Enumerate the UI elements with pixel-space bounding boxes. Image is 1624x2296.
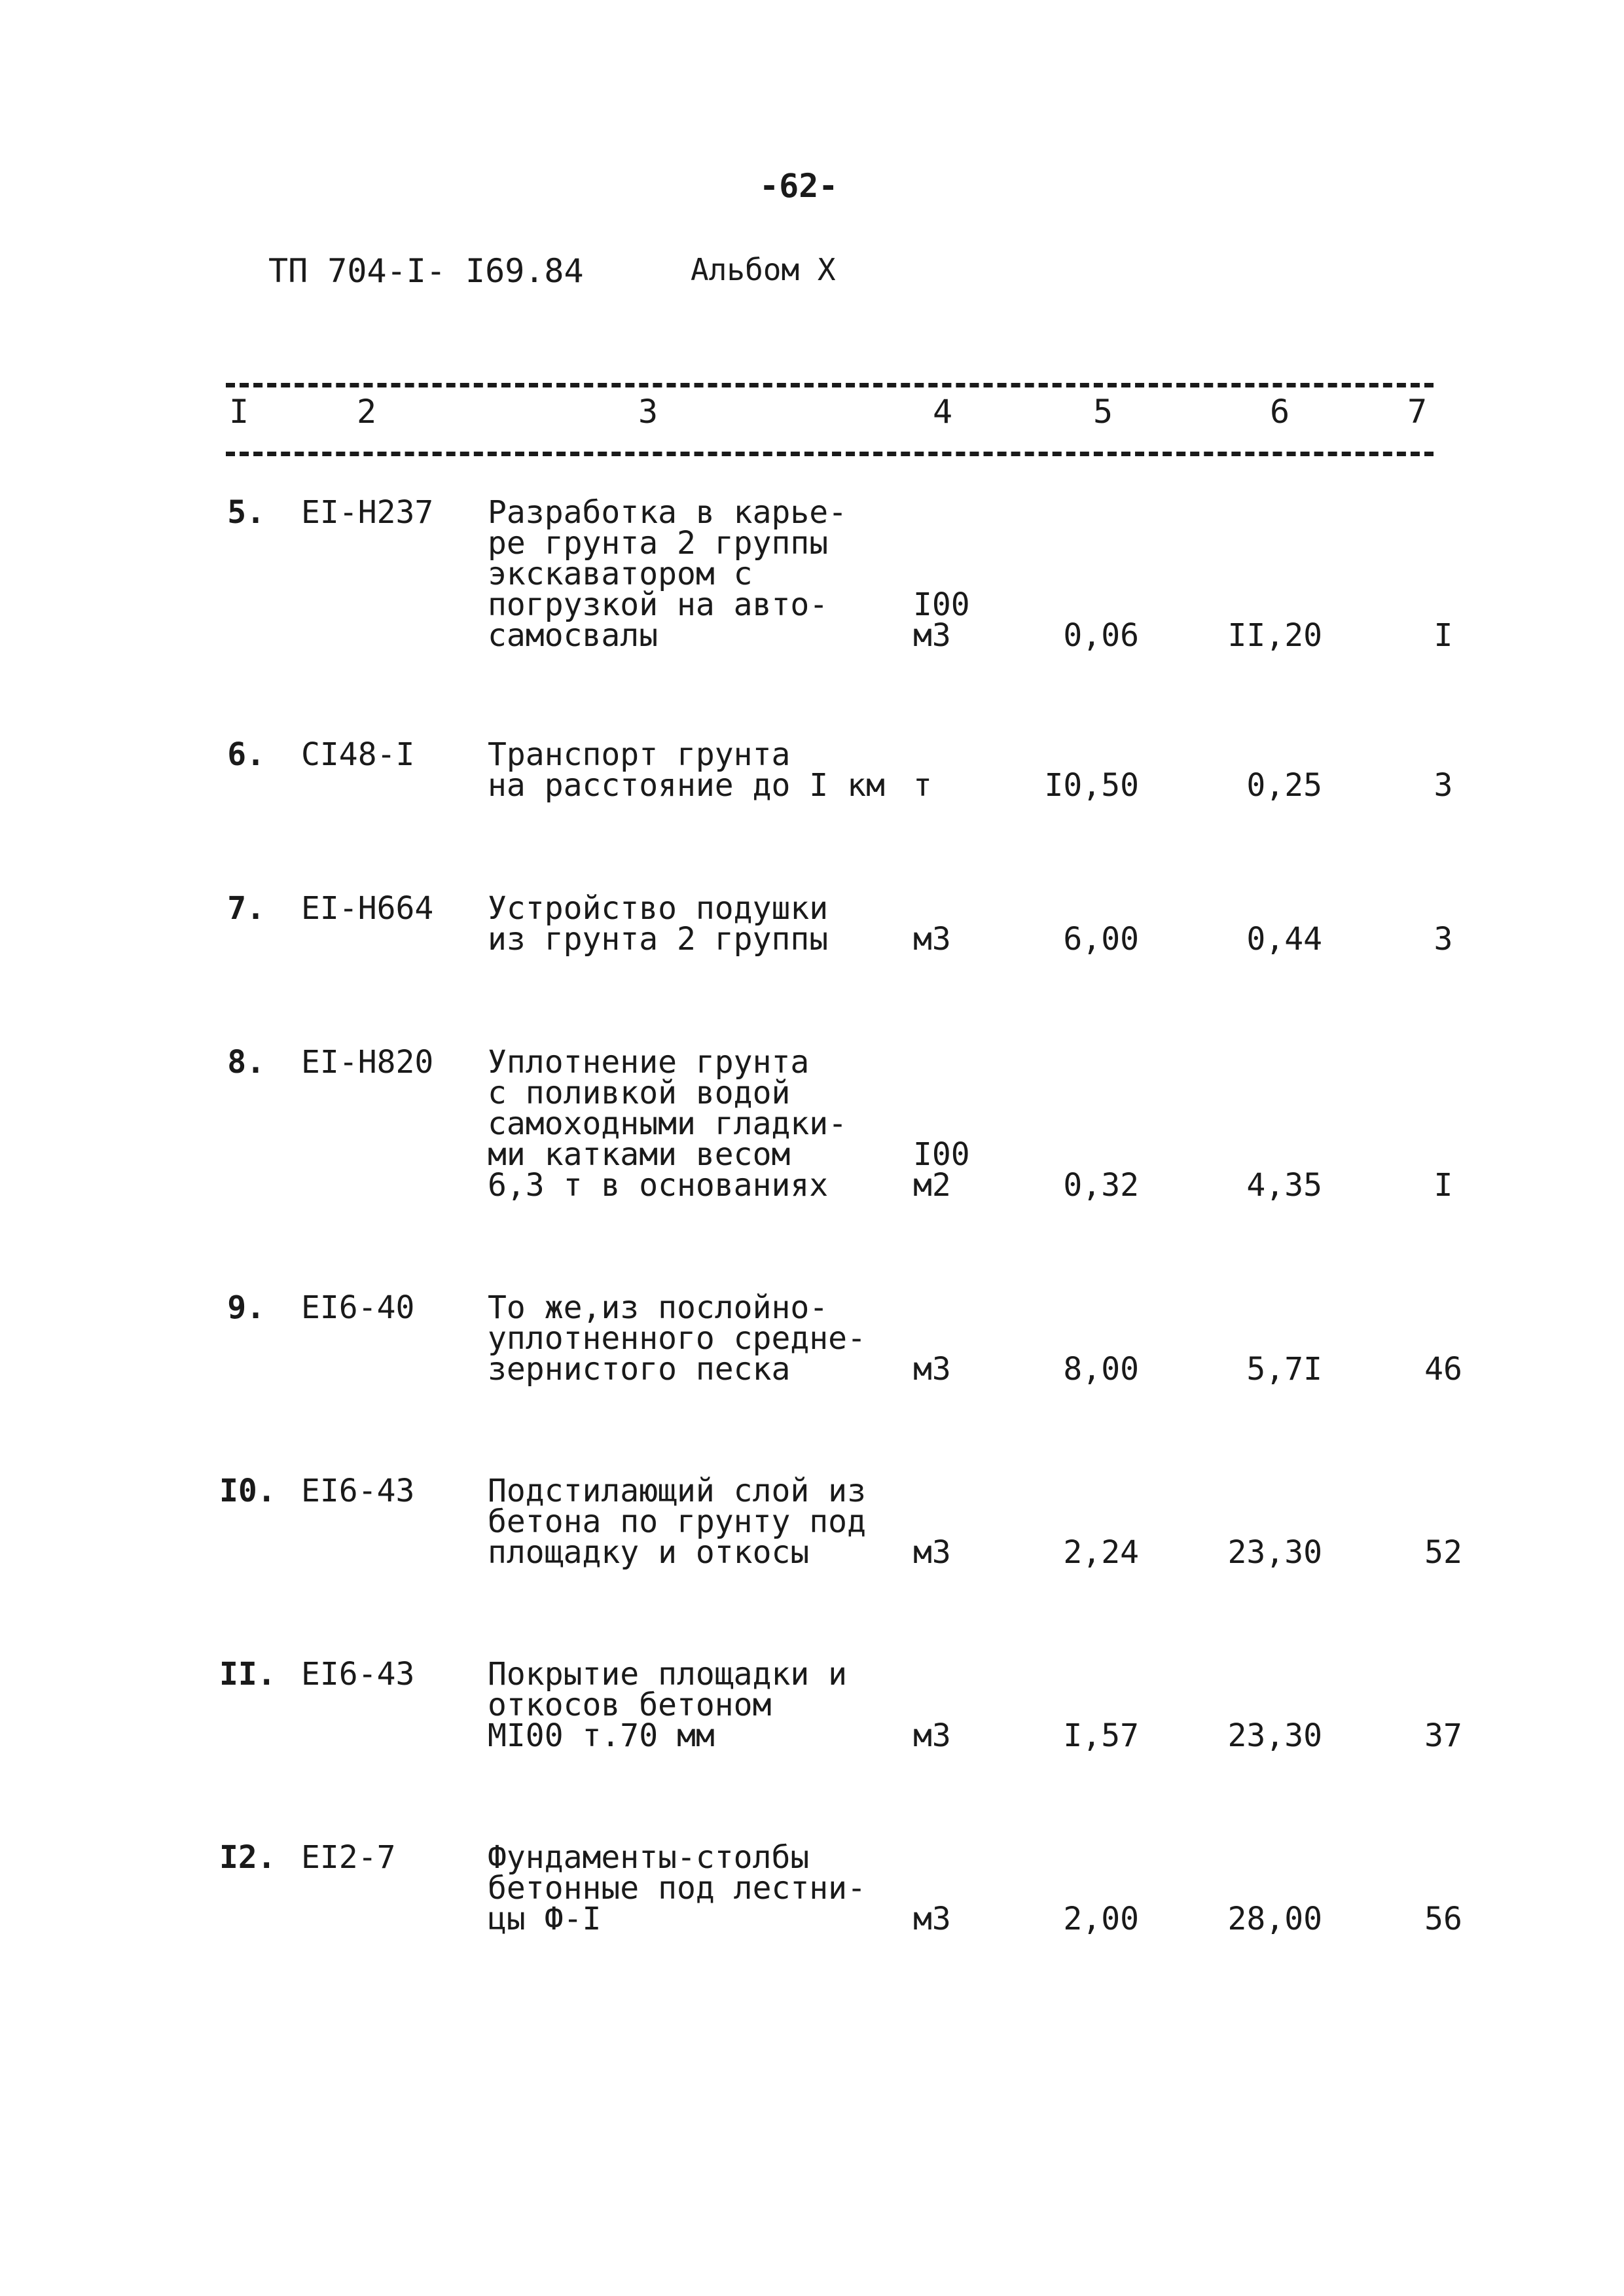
rate-code: CI48-I [301,736,415,773]
column-header-2: 2 [357,393,377,431]
rate-code: EI2-7 [301,1839,396,1876]
unit-price: II,20 [1227,617,1322,654]
column-header-5: 5 [1093,393,1113,431]
work-description: Покрытие площадки и откосов бетоном МI00 т.70 мм [488,1656,848,1754]
row-number: II. [219,1656,276,1693]
quantity: 2,24 [1063,1534,1139,1571]
rate-code: EI6-43 [301,1473,415,1509]
quantity: 0,32 [1063,1167,1139,1204]
unit-price: 0,25 [1246,767,1322,804]
table-header-rule [226,452,1434,456]
unit: т [913,767,932,804]
unit: м3 [913,921,951,958]
total-cost: 52 [1424,1534,1462,1571]
column-header-1: I [229,393,249,431]
row-number: 5. [227,494,265,531]
rate-code: EI-H820 [301,1044,434,1081]
album-label: Альбом X [691,252,836,287]
total-cost: 37 [1424,1717,1462,1754]
unit: м3 [913,1534,951,1571]
row-number: 6. [227,736,265,773]
work-description: То же,из послойно- уплотненного средне- зернистого песка [488,1289,866,1388]
page-number: -62- [759,167,839,205]
unit-price: 23,30 [1227,1717,1322,1754]
work-description: Транспорт грунта на расстояние до I км [488,736,885,804]
work-description: Устройство подушки из грунта 2 группы [488,890,829,958]
column-header-4: 4 [933,393,953,431]
total-cost: I [1434,617,1453,654]
unit: м3 [913,1717,951,1754]
row-number: 9. [227,1289,265,1326]
unit: I00 м3 [913,586,970,654]
row-number: I2. [219,1839,276,1876]
quantity: I,57 [1063,1717,1139,1754]
total-cost: 3 [1434,921,1453,958]
quantity: 6,00 [1063,921,1139,958]
column-header-6: 6 [1270,393,1290,431]
unit-price: 28,00 [1227,1901,1322,1937]
quantity: 2,00 [1063,1901,1139,1937]
work-description: Уплотнение грунта с поливкой водой самоходными гладки- ми катками весом 6,3 т в основаниях [488,1044,848,1204]
column-header-7: 7 [1407,393,1428,431]
work-description: Фундаменты-столбы бетонные под лестни- цы Ф-I [488,1839,866,1937]
quantity: I0,50 [1044,767,1139,804]
total-cost: I [1434,1167,1453,1204]
document-code: ТП 704-I- I69.84 [268,252,584,290]
unit-price: 4,35 [1246,1167,1322,1204]
rate-code: EI6-43 [301,1656,415,1693]
unit: м3 [913,1901,951,1937]
rate-code: EI6-40 [301,1289,415,1326]
work-description: Подстилающий слой из бетона по грунту под площадку и откосы [488,1473,866,1571]
work-description: Разработка в карье- ре грунта 2 группы экскаватором с погрузкой на авто- самосвалы [488,494,848,654]
total-cost: 56 [1424,1901,1462,1937]
total-cost: 3 [1434,767,1453,804]
unit-price: 0,44 [1246,921,1322,958]
rate-code: EI-H237 [301,494,434,531]
unit: I00 м2 [913,1136,970,1204]
rate-code: EI-H664 [301,890,434,927]
row-number: I0. [219,1473,276,1509]
column-header-3: 3 [638,393,659,431]
quantity: 8,00 [1063,1351,1139,1388]
table-top-rule [226,383,1434,387]
total-cost: 46 [1424,1351,1462,1388]
row-number: 8. [227,1044,265,1081]
unit: м3 [913,1351,951,1388]
unit-price: 23,30 [1227,1534,1322,1571]
quantity: 0,06 [1063,617,1139,654]
row-number: 7. [227,890,265,927]
unit-price: 5,7I [1246,1351,1322,1388]
